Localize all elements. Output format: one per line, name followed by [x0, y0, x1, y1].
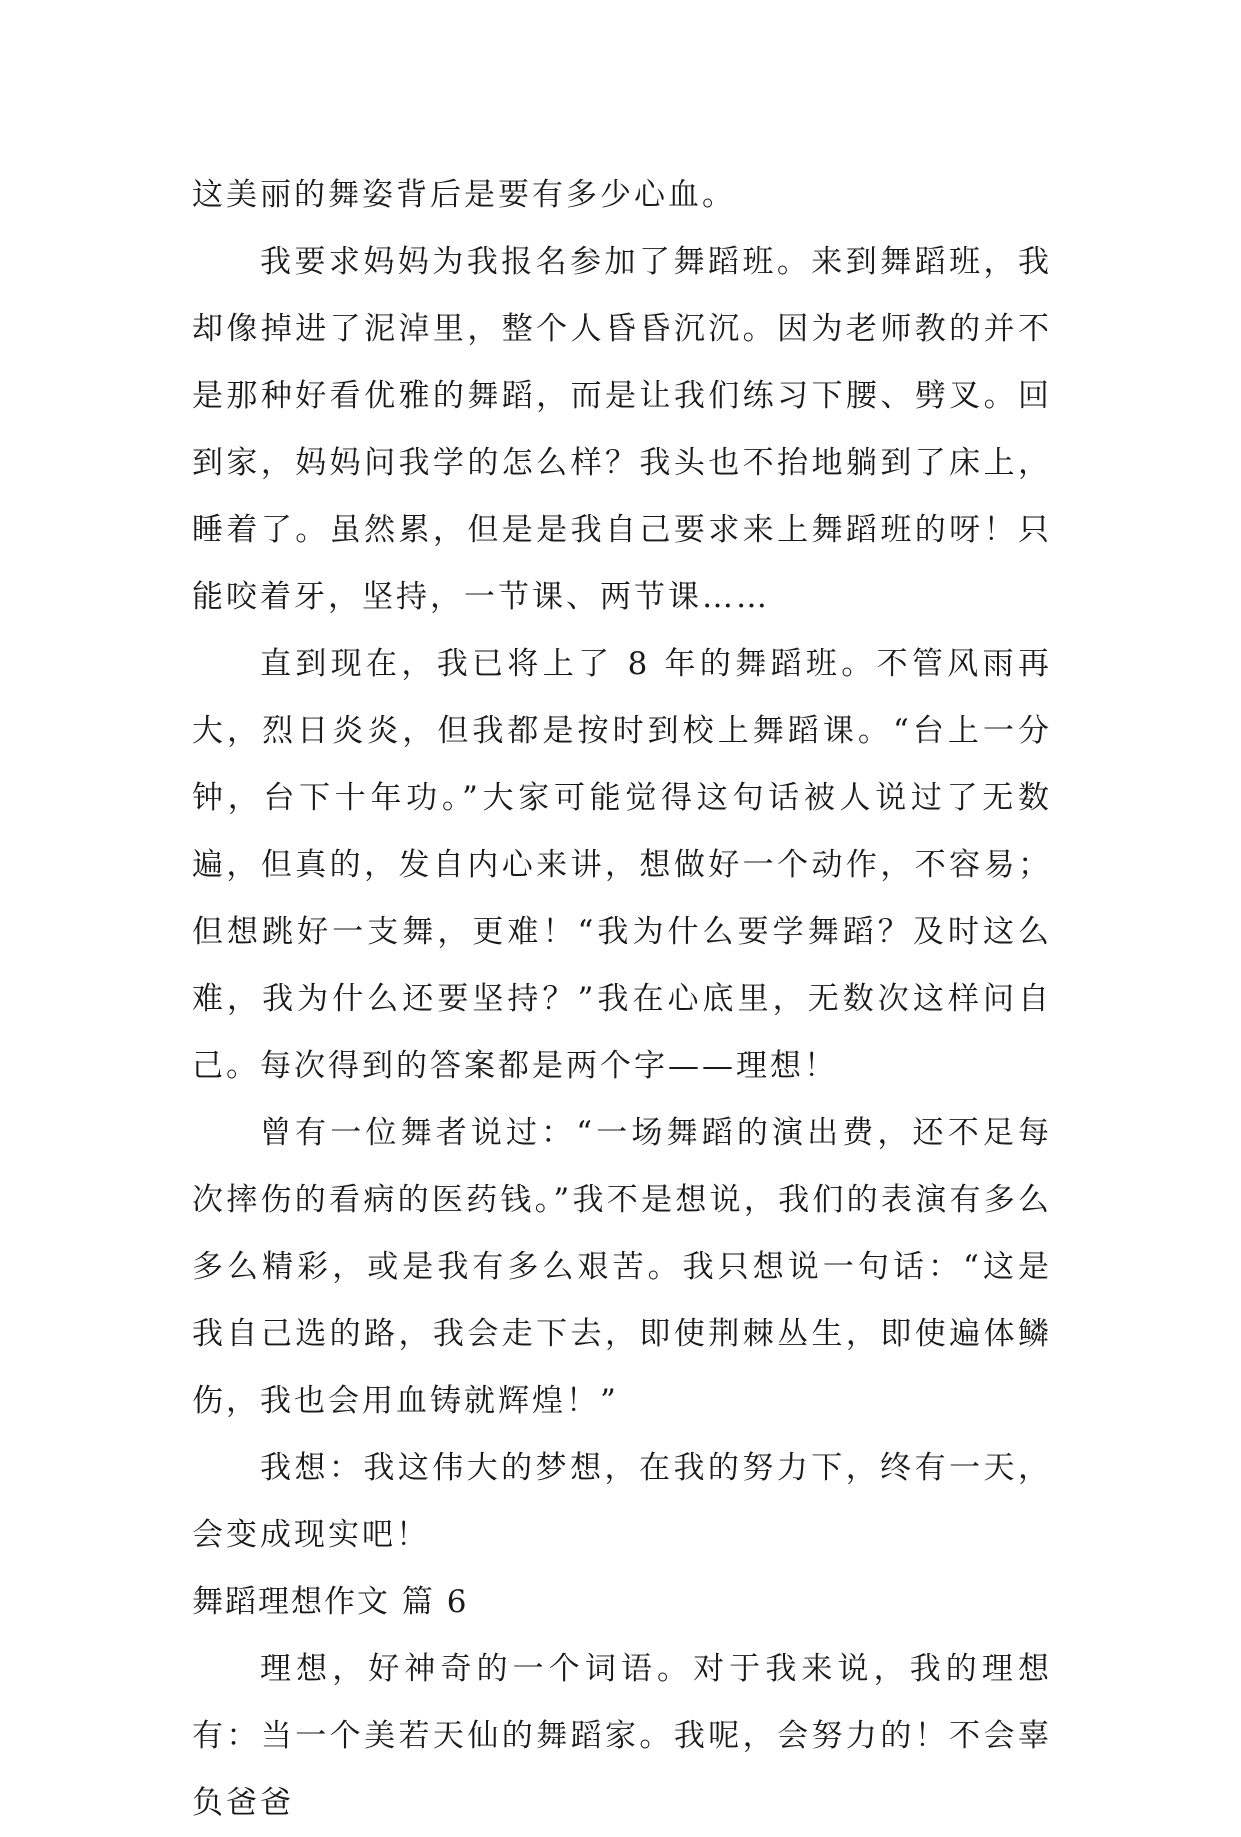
section-heading: 舞蹈理想作文 篇 6 — [192, 1584, 469, 1620]
paragraph-2: 我要求妈妈为我报名参加了舞蹈班。来到舞蹈班，我却像掉进了泥淖里，整个人昏昏沉沉。因为老师教的并不是那种好看优雅的舞蹈，而是让我们练习下腰、劈叉。回到家，妈妈问我学的怎么样？我头也不抬地躺到了床上，睡着了。虽然累，但是是我自己要求来上舞蹈班的呀！只能咬着牙，坚持，一节课、两节课…… — [192, 244, 1052, 615]
paragraph-5: 我想：我这伟大的梦想，在我的努力下，终有一天，会变成现实吧！ — [192, 1450, 1052, 1553]
paragraph-3: 直到现在，我已将上了 8 年的舞蹈班。不管风雨再大，烈日炎炎，但我都是按时到校上舞蹈课。“台上一分钟，台下十年功。”大家可能觉得这句话被人说过了无数遍，但真的，发自内心来讲，想做好一个动作，不容易；但想跳好一支舞，更难！“我为什么要学舞蹈？及时这么难，我为什么还要坚持？”我在心底里，无数次这样问自己。每次得到的答案都是两个字——理想！ — [192, 646, 1052, 1084]
paragraph-1: 这美丽的舞姿背后是要有多少心血。 — [192, 177, 736, 213]
paragraph-6: 理想，好神奇的一个词语。对于我来说，我的理想有：当一个美若天仙的舞蹈家。我呢，会努力的！不会辜负爸爸 — [192, 1651, 1052, 1821]
document-body — [192, 162, 1052, 1837]
paragraph-4: 曾有一位舞者说过：“一场舞蹈的演出费，还不足每次摔伤的看病的医药钱。”我不是想说，我们的表演有多么多么精彩，或是我有多么艰苦。我只想说一句话：“这是我自己选的路，我会走下去，即使荆棘丛生，即使遍体鳞伤，我也会用血铸就辉煌！” — [192, 1115, 1052, 1419]
